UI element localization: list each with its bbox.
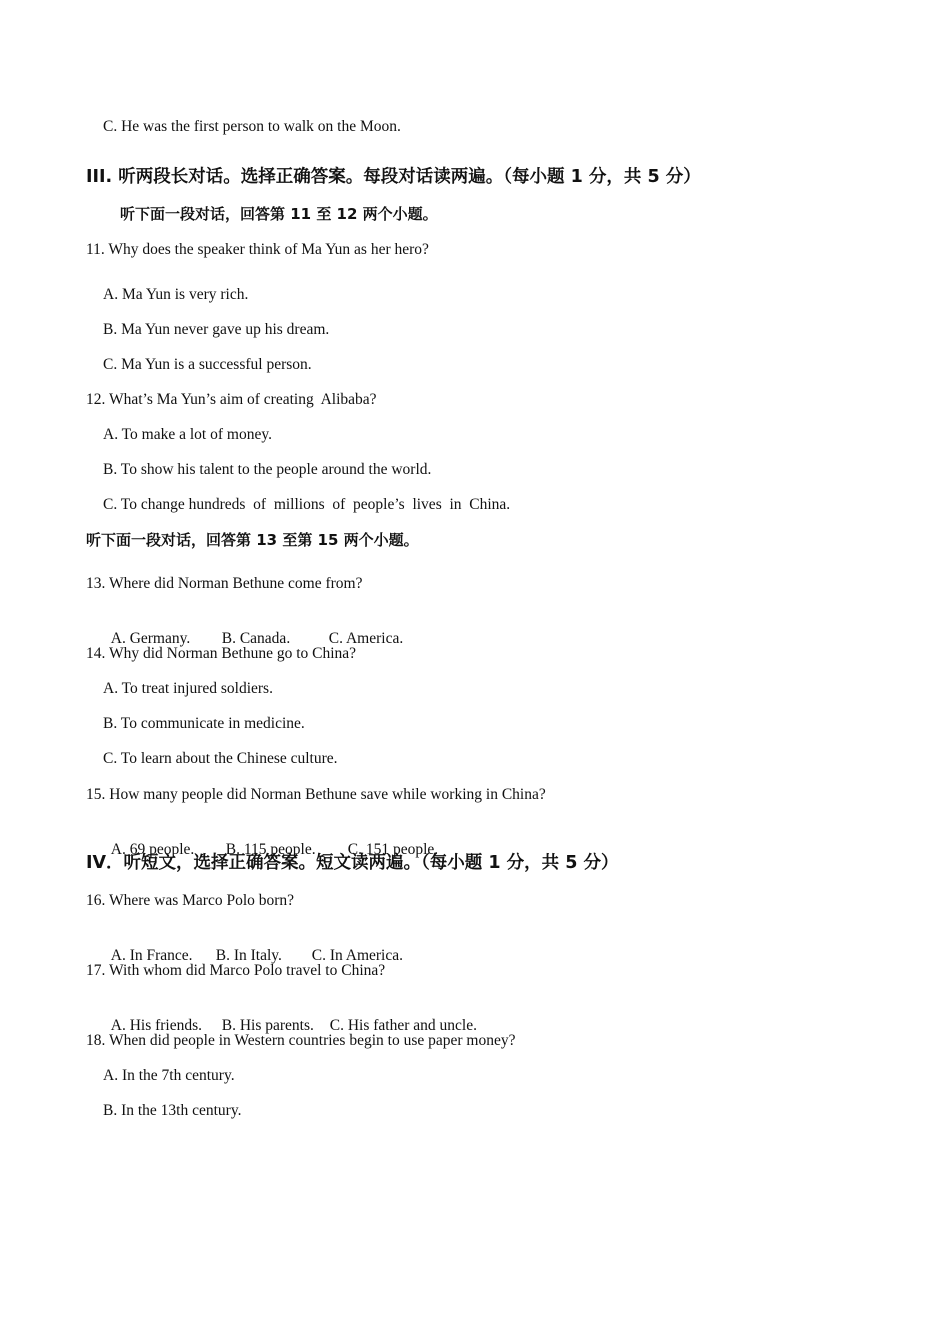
q14-option-a: A. To treat injured soldiers. xyxy=(103,680,273,697)
q13-option-b: B. Canada. xyxy=(221,630,291,647)
q17-option-b: B. His parents. xyxy=(221,1017,314,1034)
question-11: 11. Why does the speaker think of Ma Yun as her hero? xyxy=(86,241,429,258)
q13-option-c: C. America. xyxy=(328,630,404,647)
question-17: 17. With whom did Marco Polo travel to China? xyxy=(86,962,386,979)
q15-option-c: C. 151 people. xyxy=(347,841,439,858)
q16-option-b: B. In Italy. xyxy=(215,947,282,964)
q14-option-c: C. To learn about the Chinese culture. xyxy=(103,750,338,767)
q18-option-a: A. In the 7th century. xyxy=(103,1067,235,1084)
q18-option-b: B. In the 13th century. xyxy=(103,1102,242,1119)
q14-option-b: B. To communicate in medicine. xyxy=(103,715,305,732)
question-15: 15. How many people did Norman Bethune save while working in China? xyxy=(86,786,546,803)
q16-option-c: C. In America. xyxy=(311,947,404,964)
question-18: 18. When did people in Western countries begin to use paper money? xyxy=(86,1032,516,1049)
q15-option-a: A. 69 people. xyxy=(110,841,195,858)
section-iii-heading: III. 听两段长对话。选择正确答案。每段对话读两遍。（每小题 1 分，共 5 分） xyxy=(86,167,701,187)
q17-options xyxy=(103,996,477,1036)
question-16: 16. Where was Marco Polo born? xyxy=(86,892,295,909)
q11-option-b: B. Ma Yun never gave up his dream. xyxy=(103,321,330,338)
section-iv-heading: IV．听短文，选择正确答案。短文读两遍。（每小题 1 分，共 5 分） xyxy=(86,853,619,873)
q17-option-c: C. His father and uncle. xyxy=(329,1017,477,1034)
q13-option-a: A. Germany. xyxy=(110,630,191,647)
q12-option-b: B. To show his talent to the people around the world. xyxy=(103,461,432,478)
q17-option-a: A. His friends. xyxy=(110,1017,203,1034)
q11-option-c: C. Ma Yun is a successful person. xyxy=(103,356,312,373)
q13-options xyxy=(103,609,403,649)
dialog2-instruction: 听下面一段对话，回答第 13 至第 15 两个小题。 xyxy=(86,531,419,549)
q16-options xyxy=(103,926,403,966)
q16-option-a: A. In France. xyxy=(110,947,193,964)
q12-option-c: C. To change hundreds of millions of people’s lives in China. xyxy=(103,496,511,513)
option-c-previous: C. He was the first person to walk on the Moon. xyxy=(103,118,401,135)
q11-option-a: A. Ma Yun is very rich. xyxy=(103,286,249,303)
question-13: 13. Where did Norman Bethune come from? xyxy=(86,575,363,592)
question-12: 12. What’s Ma Yun’s aim of creating Alibaba? xyxy=(86,391,377,408)
dialog1-instruction: 听下面一段对话，回答第 11 至 12 两个小题。 xyxy=(120,205,438,223)
q15-option-b: B. 115 people. xyxy=(225,841,316,858)
question-14: 14. Why did Norman Bethune go to China? xyxy=(86,645,357,662)
q12-option-a: A. To make a lot of money. xyxy=(103,426,272,443)
